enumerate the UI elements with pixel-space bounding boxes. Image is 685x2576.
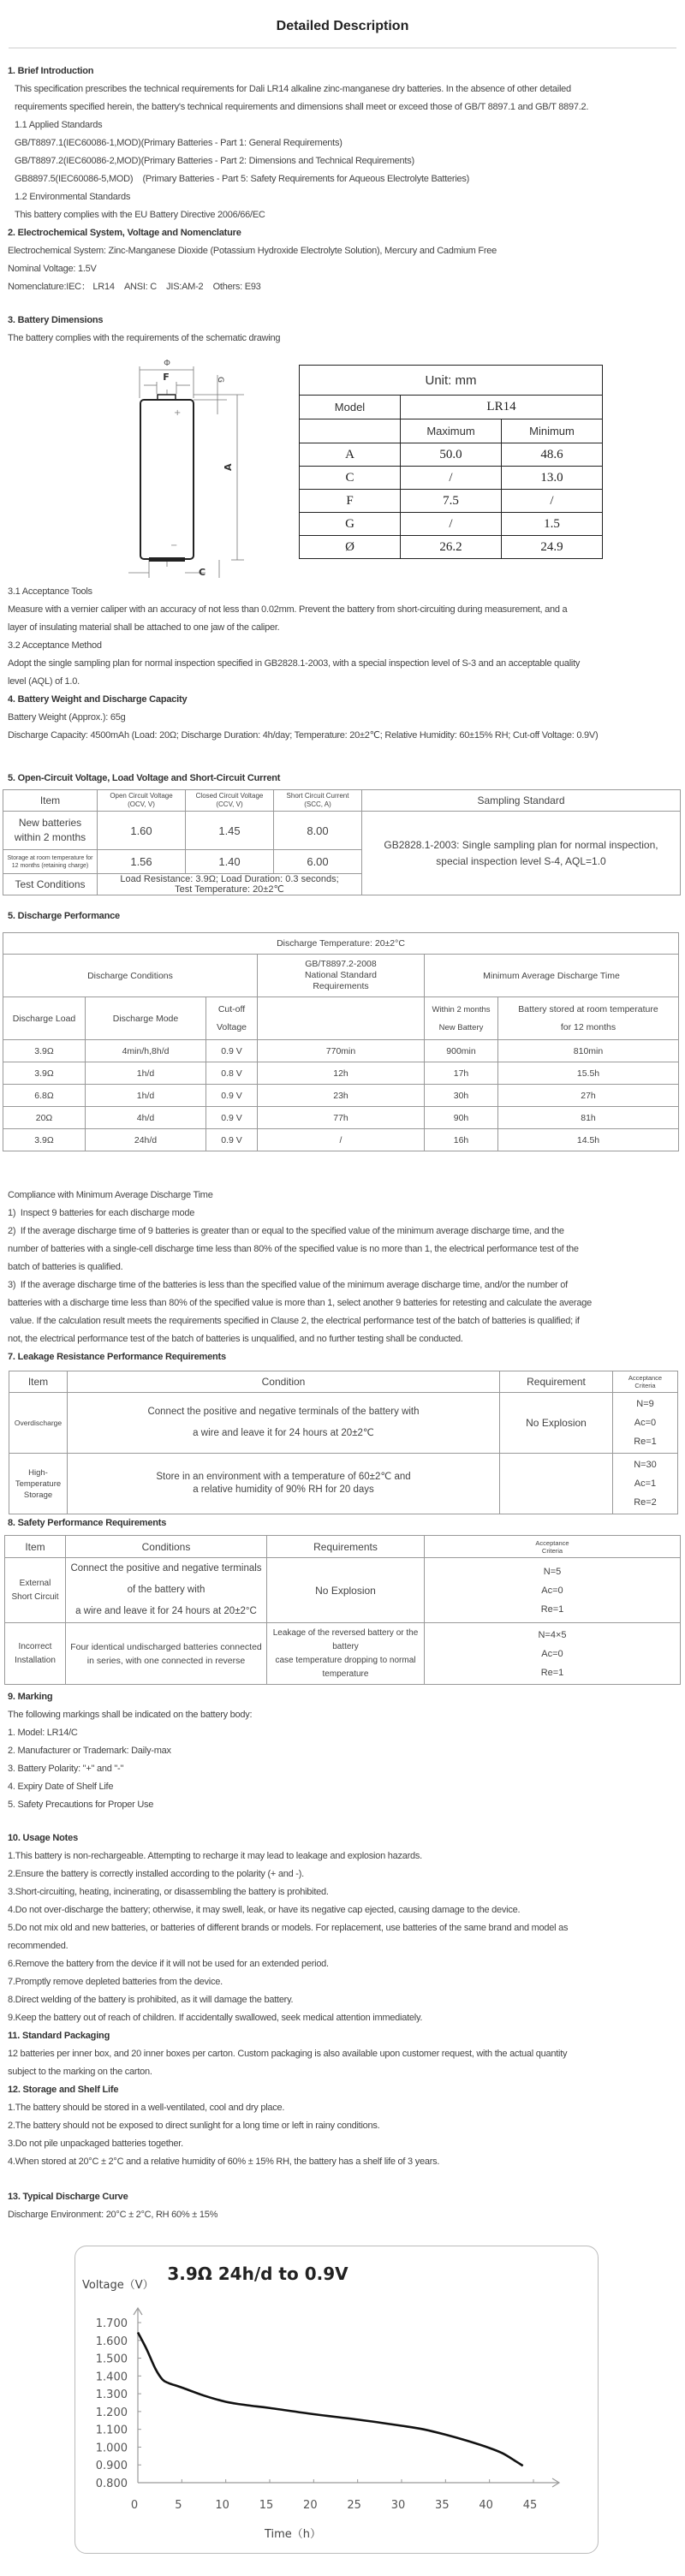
table-row: 3.9Ω 24h/d 0.9 V / 16h 14.5h <box>3 1129 679 1151</box>
table-row: F 7.5 / <box>300 490 603 513</box>
paragraph: 1) Inspect 9 batteries for each discharge mode <box>8 1208 195 1218</box>
section-voltage-current <box>8 770 676 788</box>
a-label: A <box>223 463 234 471</box>
section-heading: 8. Safety Performance Requirements <box>8 1518 167 1528</box>
table-row: G / 1.5 <box>300 513 603 536</box>
standard-item: GB/T8897.1(IEC60086-1,MOD)(Primary Batteries - Part 1: General Requirements) <box>15 138 342 148</box>
list-item: 3.Short-circuiting, heating, incinerating, or disassembling the battery is prohibited. <box>8 1887 329 1897</box>
y-tick-label: 0.800 <box>95 2478 128 2490</box>
list-item: 6.Remove the battery from the device if it will not be used for an extended period. <box>8 1959 329 1969</box>
x-axis-label: Time（h） <box>264 2528 322 2541</box>
paragraph: Nomenclature:IEC： LR14 ANSI: C JIS:AM-2 Others: E93 <box>8 282 261 292</box>
paragraph: Discharge Capacity: 4500mAh (Load: 20Ω; Discharge Duration: 4h/day; Temperature: 20±2℃; Relative Humidity: 60±15% RH; Cut-off Voltage: 0.9V) <box>8 730 599 741</box>
section-safety <box>8 1514 676 1532</box>
x-tick-label: 10 <box>215 2499 229 2512</box>
y-tick-label: 0.900 <box>95 2460 128 2473</box>
paragraph: Nominal Voltage: 1.5V <box>8 264 97 274</box>
table-row: C / 13.0 <box>300 467 603 490</box>
list-item: 4.Do not over-discharge the battery; otherwise, it may swell, leak, or have its negative cap ejected, causing damage to the device. <box>8 1905 521 1915</box>
model-label: Model <box>300 396 401 419</box>
y-axis-label: Voltage（V） <box>82 2279 154 2292</box>
paragraph: Battery Weight (Approx.): 65g <box>8 712 126 723</box>
c-label: C <box>199 567 206 578</box>
paragraph: 3) If the average discharge time of the batteries is less than the specified value of the minimum average discharge time, and/or the number of <box>8 1280 568 1290</box>
paragraph: layer of insulating material shall be attached to one jaw of the caliper. <box>8 622 280 633</box>
paragraph: value. If the calculation result meets the requirements specified in Clause 2, the electrical performance test of the batch of batteries is qualified; if <box>8 1316 580 1326</box>
leakage-table: Item Condition Requirement Acceptance Criteria Overdischarge Connect the positive and negative terminals of the battery with a wire and leave it for 24 hours at 20±2℃ No Explosion N=9 Ac=0 Re=1 High- Temperature Storage Store in an environment with a temperature of 60±2℃ and a relative humidity of 90% RH for 20 days N=30 Ac=1 Re=2 <box>9 1371 678 1514</box>
table-row: Incorrect Installation Four identical undischarged batteries connected in series, with one connected in reverse Leakage of the reversed battery or the battery case temperature dropping to normal temperature N=4×5 Ac=0 Re=1 <box>5 1623 681 1685</box>
x-tick-label: 15 <box>259 2499 274 2512</box>
y-tick-label: 1.700 <box>95 2317 128 2330</box>
y-tick-label: 1.600 <box>95 2335 128 2348</box>
paragraph: Discharge Environment: 20°C ± 2°C, RH 60% ± 15% <box>8 2210 218 2220</box>
x-tick-label: 45 <box>522 2499 538 2512</box>
minus-sign: − <box>170 541 178 550</box>
list-item: 5. Safety Precautions for Proper Use <box>8 1800 154 1810</box>
paragraph: The battery complies with the requirements of the schematic drawing <box>8 333 281 343</box>
paragraph: The following markings shall be indicated on the battery body: <box>8 1710 253 1720</box>
paragraph: requirements specified herein, the battery's technical requirements and dimensions shall meet or exceed those of GB/T 8897.1 and GB/T 8897.2. <box>15 102 589 112</box>
section-heading: 7. Leakage Resistance Performance Requirements <box>8 1352 226 1362</box>
y-tick-label: 1.300 <box>95 2389 128 2402</box>
paragraph: not, the electrical performance test of the batch of batteries is unqualified, and no further testing shall be conducted. <box>8 1334 463 1344</box>
y-tick-label: 1.200 <box>95 2406 128 2419</box>
plus-sign: + <box>174 408 182 418</box>
table-row: 3.9Ω 4min/h,8h/d 0.9 V 770min 900min 810min <box>3 1040 679 1062</box>
table-row: 3.9Ω 1h/d 0.8 V 12h 17h 15.5h <box>3 1062 679 1085</box>
list-item: 2. Manufacturer or Trademark: Daily-max <box>8 1746 171 1756</box>
section-discharge-curve <box>8 2188 676 2224</box>
list-item: 8.Direct welding of the battery is prohibited, as it will damage the battery. <box>8 1995 294 2005</box>
list-item: 3. Battery Polarity: "+" and "-" <box>8 1764 124 1774</box>
unit-label: Unit: mm <box>300 366 603 396</box>
subheading: 1.2 Environmental Standards <box>15 192 131 202</box>
section-brief-introduction <box>8 62 676 224</box>
list-item: 7.Promptly remove depleted batteries from the device. <box>8 1977 223 1987</box>
sampling-standard: GB2828.1-2003: Single sampling plan for normal inspection, special inspection level S-4, AQL=1.0 <box>362 812 681 895</box>
subheading: Compliance with Minimum Average Discharge Time <box>8 1190 213 1200</box>
section-heading: 5. Open-Circuit Voltage, Load Voltage and Short-Circuit Current <box>8 773 281 783</box>
y-tick-label: 1.100 <box>95 2424 128 2437</box>
list-item: recommended. <box>8 1941 68 1951</box>
title-divider <box>9 47 676 49</box>
discharge-curve-chart <box>0 2226 685 2576</box>
f-label: F <box>163 372 170 383</box>
section-heading: 9. Marking <box>8 1692 53 1702</box>
section-compliance <box>8 1187 676 1366</box>
list-item: 2.Ensure the battery is correctly installed according to the polarity (+ and -). <box>8 1869 304 1879</box>
subheading: 3.1 Acceptance Tools <box>8 586 92 597</box>
table-row: External Short Circuit Connect the positive and negative terminals of the battery with a wire and leave it for 24 hours at 20±2°C No Explosion N=5 Ac=0 Re=1 <box>5 1558 681 1623</box>
section-acceptance <box>8 583 676 745</box>
y-tick-label: 1.500 <box>95 2353 128 2366</box>
section-heading: 5. Discharge Performance <box>8 911 120 921</box>
dimension-table <box>299 365 603 559</box>
paragraph: 2) If the average discharge time of 9 batteries is greater than or equal to the specified value of the minimum average discharge time, and the <box>8 1226 564 1236</box>
x-tick-label: 20 <box>303 2499 318 2512</box>
section-heading: 3. Battery Dimensions <box>8 315 104 325</box>
subheading: 1.1 Applied Standards <box>15 120 103 130</box>
standard-item: GB8897.5(IEC60086-5,MOD) (Primary Batteries - Part 5: Safety Requirements for Aqueous Electrolyte Batteries) <box>15 174 470 184</box>
table-row: High- Temperature Storage Store in an environment with a temperature of 60±2℃ and a relative humidity of 90% RH for 20 days N=30 Ac=1 Re=2 <box>9 1454 678 1514</box>
page-title: Detailed Description <box>276 19 409 33</box>
voltage-current-table: Item Open Circuit Voltage (OCV, V) Closed Circuit Voltage (CCV, V) Short Circuit Current (SCC, A) Sampling Standard New batteries within 2 months 1.60 1.45 8.00 GB2828.1-2003: Single sampling plan for normal inspection, special inspection level S-4, AQL=1.0 Storage at room temperature for 12 months (retaining charge) 1.56 1.40 6.00 Test Conditions Load Resistance: 3.9Ω; Load Duration: 0.3 seconds; Test Temperature: 20±2℃ <box>3 789 681 895</box>
list-item: 4.When stored at 20°C ± 2°C and a relative humidity of 60% ± 15% RH, the battery has a shelf life of 3 years. <box>8 2157 440 2167</box>
list-item: 3.Do not pile unpackaged batteries together. <box>8 2139 183 2149</box>
x-tick-label: 25 <box>347 2499 361 2512</box>
section-heading: 1. Brief Introduction <box>8 66 94 76</box>
table-row: Storage at room temperature for 12 months (retaining charge) 1.56 1.40 6.00 <box>3 850 681 874</box>
section-usage-notes <box>8 1829 676 2171</box>
y-tick-label: 1.000 <box>95 2442 128 2455</box>
section-heading: 10. Usage Notes <box>8 1833 78 1843</box>
table-row: Ø 26.2 24.9 <box>300 536 603 559</box>
section-heading: 4. Battery Weight and Discharge Capacity <box>8 694 188 705</box>
list-item: 2.The battery should not be exposed to direct sunlight for a long time or left in rainy conditions. <box>8 2121 380 2131</box>
paragraph: subject to the marking on the carton. <box>8 2067 152 2077</box>
paragraph: Electrochemical System: Zinc-Manganese Dioxide (Potassium Hydroxide Electrolyte Solution), Mercury and Cadmium Free <box>8 246 497 256</box>
battery-schematic <box>120 351 291 582</box>
section-electrochemical <box>8 224 676 296</box>
model-value: LR14 <box>401 396 603 419</box>
discharge-performance-table: Discharge Temperature: 20±2°C Discharge Conditions GB/T8897.2-2008 National Standard Requirements Minimum Average Discharge Time Discharge Load Discharge Mode Cut-off Voltage Within 2 months New Battery Battery stored at room temperature for 12 months 3.9Ω 4min/h,8h/d 0.9 V 770min 900min 810min 3.9Ω 1h/d 0.8 V 12h 17h 15.5h 6.8Ω 1h/d 0.9 V 23h 30h 27h 20Ω 4h/d 0.9 V 77h 90h 81h 3.9Ω 24h/d 0.9 V / 16h 14.5h <box>3 932 679 1151</box>
table-row: 20Ω 4h/d 0.9 V 77h 90h 81h <box>3 1107 679 1129</box>
section-discharge-performance <box>8 907 676 925</box>
section-marking <box>8 1688 676 1814</box>
g-label: G <box>216 377 224 383</box>
table-row: A 50.0 48.6 <box>300 443 603 467</box>
paragraph: This specification prescribes the technical requirements for Dali LR14 alkaline zinc-manganese dry batteries. In the absence of other detailed <box>15 84 571 94</box>
section-heading: 12. Storage and Shelf Life <box>8 2085 119 2095</box>
section-heading: 11. Standard Packaging <box>8 2031 110 2041</box>
paragraph: number of batteries with a single-cell discharge time less than 80% of the specified value is no more than 1, the electrical performance test of the <box>8 1244 579 1254</box>
standard-item: GB/T8897.2(IEC60086-2,MOD)(Primary Batteries - Part 2: Dimensions and Technical Requirements) <box>15 156 414 166</box>
table-row: Test Conditions Load Resistance: 3.9Ω; Load Duration: 0.3 seconds; Test Temperature: 20±2℃ <box>3 874 681 895</box>
paragraph: Adopt the single sampling plan for normal inspection specified in GB2828.1-2003, with a special inspection level of S-3 and an acceptable quality <box>8 658 581 669</box>
table-row: New batteries within 2 months 1.60 1.45 8.00 GB2828.1-2003: Single sampling plan for normal inspection, special inspection level S-4, AQL=1.0 <box>3 812 681 850</box>
y-tick-label: 1.400 <box>95 2371 128 2384</box>
x-tick-label: 5 <box>175 2499 182 2512</box>
section-heading: 2. Electrochemical System, Voltage and Nomenclature <box>8 228 241 238</box>
x-tick-label: 0 <box>130 2499 139 2512</box>
subheading: 3.2 Acceptance Method <box>8 640 102 651</box>
phi-label: Φ <box>164 359 170 368</box>
list-item: 1.This battery is non-rechargeable. Attempting to recharge it may lead to leakage and explosion hazards. <box>8 1851 422 1861</box>
safety-table: Item Conditions Requirements Acceptance Criteria External Short Circuit Connect the positive and negative terminals of the battery with a wire and leave it for 24 hours at 20±2°C No Explosion N=5 Ac=0 Re=1 Incorrect Installation Four identical undischarged batteries connected in series, with one connected in reverse Leakage of the reversed battery or the battery case temperature dropping to normal temperature N=4×5 Ac=0 Re=1 <box>4 1535 681 1685</box>
min-header: Minimum <box>502 419 603 443</box>
series-line <box>138 2332 523 2466</box>
paragraph: 12 batteries per inner box, and 20 inner boxes per carton. Custom packaging is also available upon customer request, with the actual quantity <box>8 2049 568 2059</box>
paragraph: This battery complies with the EU Battery Directive 2006/66/EC <box>15 210 265 220</box>
paragraph: batteries with a discharge time less than 80% of the specified value is more than 1, select another 9 batteries for retesting and calculate the average <box>8 1298 592 1308</box>
paragraph: batch of batteries is qualified. <box>8 1262 123 1272</box>
section-dimensions <box>8 312 676 348</box>
max-header: Maximum <box>401 419 502 443</box>
list-item: 4. Expiry Date of Shelf Life <box>8 1782 114 1792</box>
list-item: 1.The battery should be stored in a well-ventilated, cool and dry place. <box>8 2103 285 2113</box>
table-row: Overdischarge Connect the positive and negative terminals of the battery with a wire and leave it for 24 hours at 20±2℃ No Explosion N=9 Ac=0 Re=1 <box>9 1393 678 1454</box>
paragraph: Measure with a vernier caliper with an accuracy of not less than 0.02mm. Prevent the battery from short-circuiting during measurement, and a <box>8 604 568 615</box>
section-heading: 13. Typical Discharge Curve <box>8 2192 128 2202</box>
x-tick-label: 30 <box>390 2499 406 2512</box>
x-tick-label: 40 <box>479 2499 493 2512</box>
x-tick-label: 35 <box>435 2499 450 2512</box>
paragraph: level (AQL) of 1.0. <box>8 676 80 687</box>
list-item: 1. Model: LR14/C <box>8 1728 78 1738</box>
list-item: 9.Keep the battery out of reach of children. If accidentally swallowed, seek medical attention immediately. <box>8 2013 423 2023</box>
list-item: 5.Do not mix old and new batteries, or batteries of different brands or models. For replacement, use batteries of the same brand and model as <box>8 1923 569 1933</box>
table-row: 6.8Ω 1h/d 0.9 V 23h 30h 27h <box>3 1085 679 1107</box>
chart-title: 3.9Ω 24h/d to 0.9V <box>167 2264 348 2284</box>
